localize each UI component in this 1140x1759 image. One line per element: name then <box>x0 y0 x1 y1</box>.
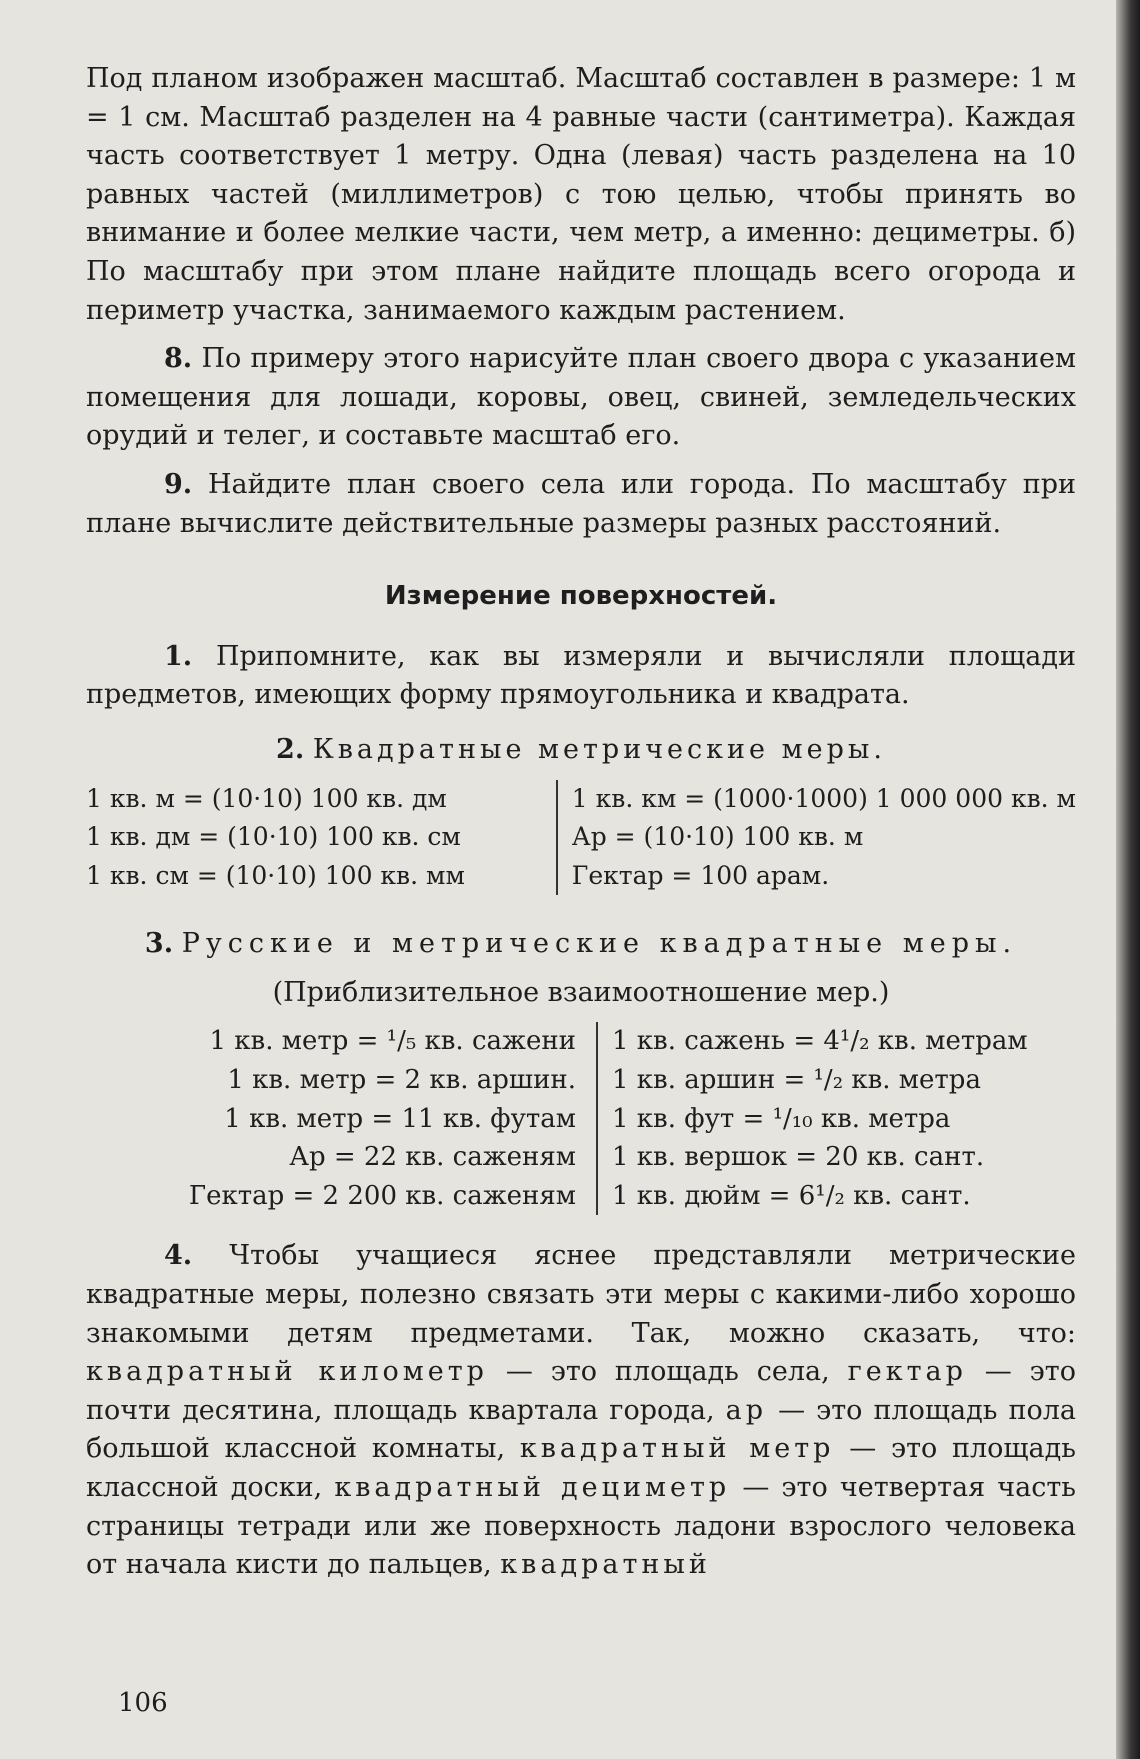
item-9-number: 9. <box>164 468 193 500</box>
book-spine <box>1116 0 1140 1759</box>
table-row: 1 кв. м = (10·10) 100 кв. дм <box>86 783 447 813</box>
item-8-text: По примеру этого нарисуйте план своего двора с указанием помещения для лошади, коровы, овец, свиней, земледельческих орудий и телег, и составьте масштаб его. <box>86 343 1076 452</box>
item-3-number: 3. <box>144 928 174 960</box>
item-2-title: Квадратные метрические меры. <box>312 733 886 765</box>
item-4-text-f: — это четвертая часть страницы тетради или же поверхность ладони взрослого человека от начала кисти до пальцев, <box>86 1472 1076 1581</box>
table-row: 1 кв. фут = ¹/₁₀ кв. метра <box>612 1103 951 1134</box>
item-4-text-c: — это почти десятина, площадь квартала города, <box>86 1356 1076 1426</box>
item-4-text-a: Чтобы учащиеся яснее представляли метрические квадратные меры, полезно связать эти меры с какими-либо хорошо знакомыми детям предметами. Так, можно сказать, что: <box>86 1240 1076 1349</box>
russian-table-left <box>86 1022 598 1215</box>
item-8-number: 8. <box>164 343 193 375</box>
table-row: Ар = 22 кв. саженям <box>289 1142 576 1173</box>
metric-table-right <box>558 780 1076 896</box>
table-row: 1 кв. метр = 11 кв. футам <box>224 1103 576 1134</box>
table-row: 1 кв. см = (10·10) 100 кв. мм <box>86 860 465 890</box>
page-text <box>86 60 1076 1585</box>
table-row: 1 кв. вершок = 20 кв. сант. <box>612 1142 985 1173</box>
table-row: 1 кв. дюйм = 6¹/₂ кв. сант. <box>612 1180 971 1211</box>
item-4-term-square: квадратный <box>500 1549 711 1581</box>
item-4-term-sq-decimeter: квадратный дециметр <box>334 1472 731 1503</box>
table-row: 1 кв. аршин = ¹/₂ кв. метра <box>612 1065 981 1096</box>
item-1 <box>86 638 1076 715</box>
item-4-term-hectare: гектар <box>847 1356 967 1388</box>
section-title: Измерение поверхностей. <box>384 581 778 612</box>
russian-metric-table <box>86 1022 1076 1215</box>
item-9-text: Найдите план своего села или города. По масштабу при плане вычислите действительные размеры разных расстояний. <box>86 468 1076 539</box>
item-4-term-ar: ар <box>725 1394 767 1426</box>
table-row: 1 кв. сажень = 4¹/₂ кв. метрам <box>612 1026 1028 1057</box>
item-4-text-d: — это площадь пола большой классной комнаты, <box>86 1394 1076 1465</box>
item-2-number: 2. <box>276 733 305 765</box>
metric-table-left <box>86 780 558 896</box>
item-4-term-sq-meter: квадратный метр <box>519 1433 835 1465</box>
item-4-number: 4. <box>164 1240 193 1272</box>
item-2-heading <box>86 731 1076 770</box>
table-row: Гектар = 2 200 кв. саженям <box>188 1180 576 1211</box>
item-4-term-km: квадратный километр <box>86 1356 488 1388</box>
russian-table-right <box>598 1022 1076 1215</box>
item-1-number: 1. <box>164 640 193 672</box>
table-row: 1 кв. метр = ¹/₅ кв. сажени <box>209 1026 576 1057</box>
item-3-heading <box>86 925 1076 964</box>
item-3-title: Русские и метрические квадратные меры. <box>181 928 1018 960</box>
item-4-text-b: — это площадь села, <box>505 1356 830 1388</box>
item-4-text-e: — это площадь классной доски, <box>86 1433 1076 1503</box>
item-3-subtitle: (Приблизительное взаимоотношение мер.) <box>272 976 890 1008</box>
page-number: 106 <box>118 1688 168 1718</box>
item-9 <box>86 466 1076 543</box>
table-row: 1 кв. дм = (10·10) 100 кв. см <box>86 822 461 852</box>
intro-paragraph: Под планом изображен масштаб. Масштаб составлен в размере: 1 м = 1 см. Масштаб разделен на 4 равные части (сантиметра). Каждая часть соответствует 1 метру. Одна (левая) часть разделена на 10 равных частей (миллиметров) с тою целью, чтобы принять во внимание и более мелкие части, чем метр, а именно: дециметры. б) По масштабу при этом плане найдите площадь всего огорода и периметр участка, занимаемого каждым растением. <box>86 63 1076 326</box>
item-4 <box>86 1237 1076 1584</box>
table-row: 1 кв. метр = 2 кв. аршин. <box>227 1065 576 1096</box>
metric-measures-table <box>86 780 1076 896</box>
table-row: 1 кв. км = (1000·1000) 1 000 000 кв. м <box>571 783 1076 813</box>
table-row: Ар = (10·10) 100 кв. м <box>571 822 864 852</box>
item-1-text: Припомните, как вы измеряли и вычисляли площади предметов, имеющих форму прямоугольника и квадрата. <box>86 640 1076 711</box>
table-row: Гектар = 100 арам. <box>571 860 830 890</box>
item-8 <box>86 340 1076 456</box>
